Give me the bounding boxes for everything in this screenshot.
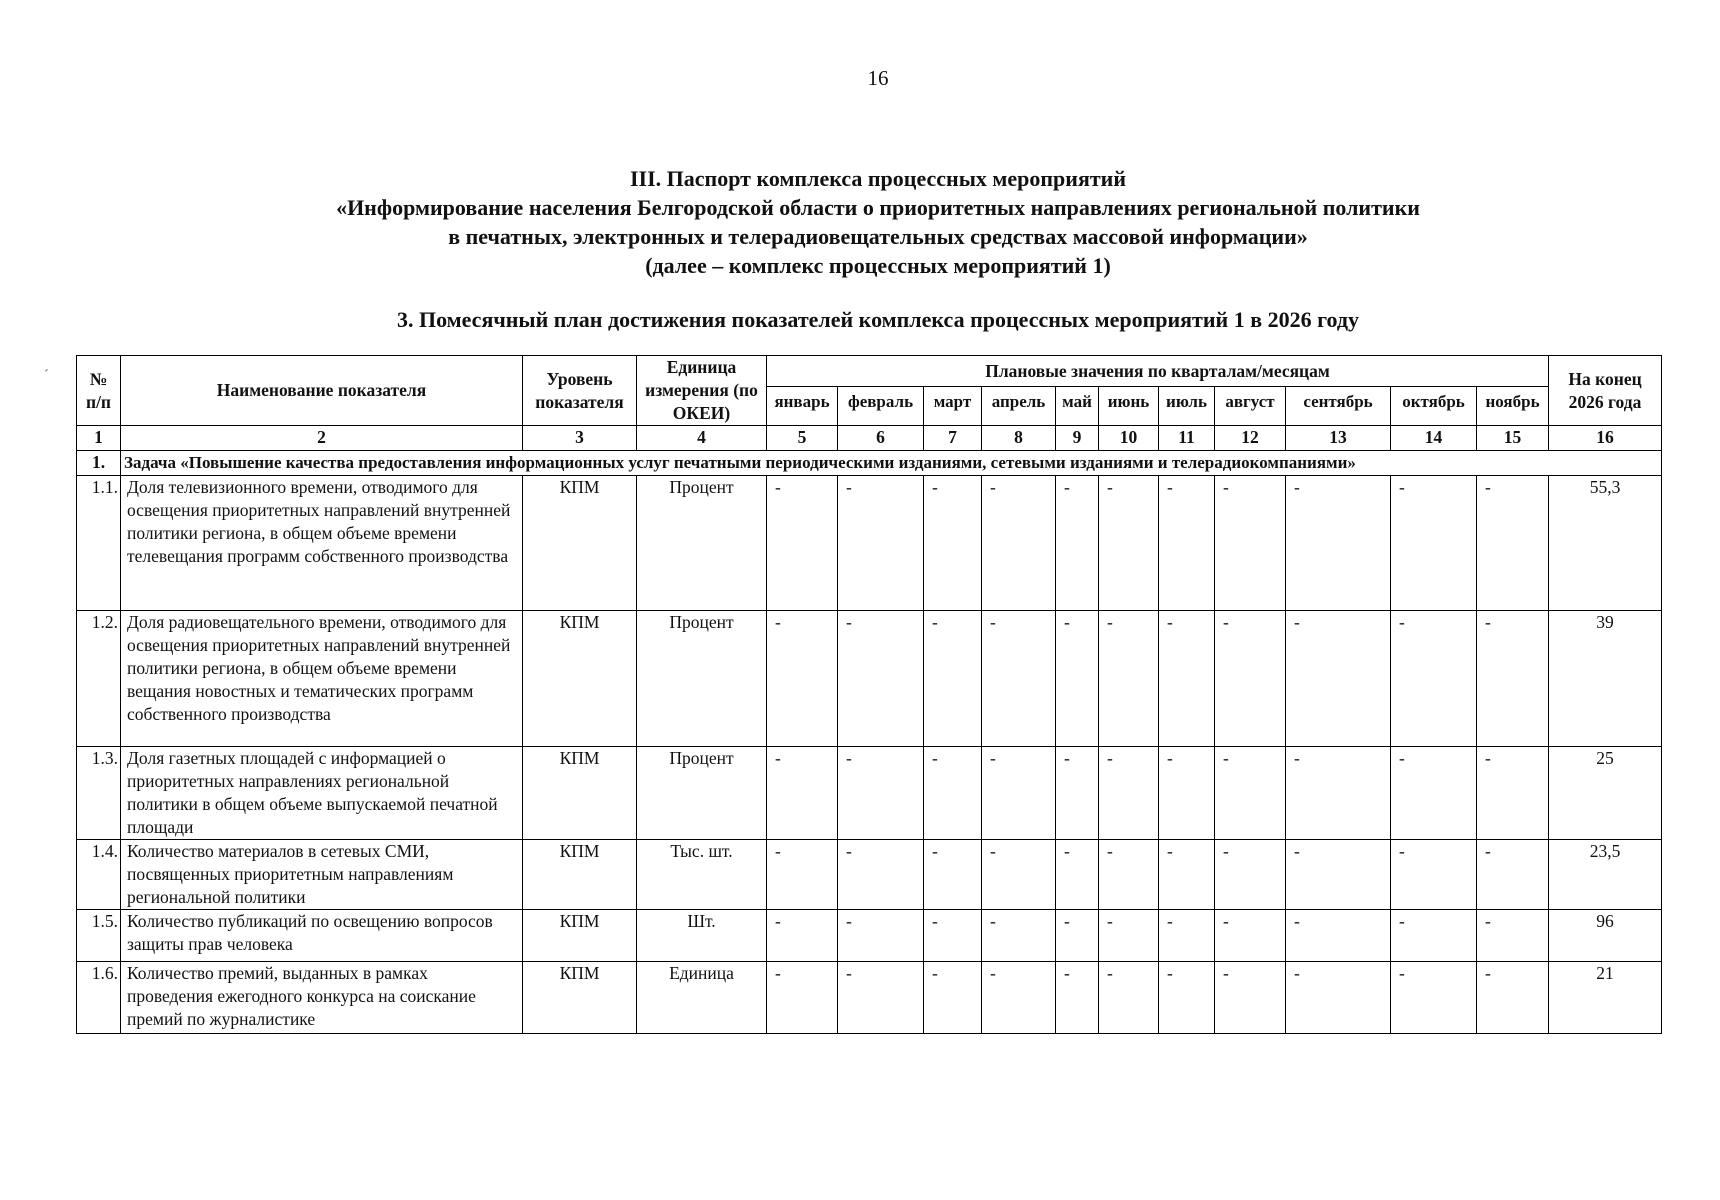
header-month: февраль	[838, 387, 924, 426]
indicator-unit: Процент	[637, 476, 767, 611]
month-value: -	[1286, 910, 1391, 962]
month-value: -	[1056, 747, 1099, 840]
column-number: 10	[1099, 426, 1159, 451]
end-of-year-value: 25	[1549, 747, 1662, 840]
indicator-name: Доля газетных площадей с информацией о приоритетных направлениях региональной политики в общем объеме выпускаемой печатной площади	[121, 747, 523, 840]
end-of-year-value: 23,5	[1549, 840, 1662, 910]
month-value: -	[1056, 910, 1099, 962]
indicator-level: КПМ	[523, 840, 637, 910]
month-value: -	[1215, 840, 1286, 910]
month-value: -	[924, 476, 982, 611]
header-month: сентябрь	[1286, 387, 1391, 426]
month-value: -	[1477, 910, 1549, 962]
month-value: -	[1391, 962, 1477, 1034]
column-number: 8	[982, 426, 1056, 451]
month-value: -	[838, 962, 924, 1034]
indicator-level: КПМ	[523, 910, 637, 962]
end-of-year-value: 39	[1549, 611, 1662, 747]
month-value: -	[1056, 476, 1099, 611]
month-value: -	[1477, 747, 1549, 840]
month-value: -	[1159, 840, 1215, 910]
month-value: -	[924, 840, 982, 910]
column-number: 12	[1215, 426, 1286, 451]
table-row	[77, 611, 1662, 747]
row-num: 1.2.	[77, 611, 121, 747]
month-value: -	[1391, 910, 1477, 962]
title-line: III. Паспорт комплекса процессных мероприятий	[629, 166, 1127, 191]
header-level: Уровень показателя	[523, 356, 637, 426]
table-row	[77, 747, 1662, 840]
column-number: 16	[1549, 426, 1662, 451]
month-value: -	[1286, 611, 1391, 747]
month-value: -	[1215, 611, 1286, 747]
month-value: -	[1159, 476, 1215, 611]
end-of-year-value: 55,3	[1549, 476, 1662, 611]
column-number: 3	[523, 426, 637, 451]
header-num: № п/п	[77, 356, 121, 426]
row-num: 1.5.	[77, 910, 121, 962]
end-of-year-value: 96	[1549, 910, 1662, 962]
header-month: июль	[1159, 387, 1215, 426]
monthly-plan-table	[76, 355, 1662, 1034]
title-line: «Информирование населения Белгородской области о приоритетных направлениях региональной политики	[336, 195, 1420, 220]
end-of-year-value: 21	[1549, 962, 1662, 1034]
header-end: На конец 2026 года	[1549, 356, 1662, 426]
month-value: -	[1159, 611, 1215, 747]
indicator-name: Количество публикаций по освещению вопросов защиты прав человека	[121, 910, 523, 962]
month-value: -	[1477, 840, 1549, 910]
month-value: -	[1099, 962, 1159, 1034]
column-number: 11	[1159, 426, 1215, 451]
month-value: -	[1099, 476, 1159, 611]
month-value: -	[1056, 840, 1099, 910]
page-number: 16	[867, 66, 889, 90]
month-value: -	[1099, 611, 1159, 747]
task-text: Задача «Повышение качества предоставления информационных услуг печатными периодическими изданиями, сетевыми изданиями и телерадиокомпаниями»	[121, 451, 1662, 476]
month-value: -	[838, 840, 924, 910]
header-month: июнь	[1099, 387, 1159, 426]
month-value: -	[1477, 962, 1549, 1034]
column-number: 13	[1286, 426, 1391, 451]
column-number: 14	[1391, 426, 1477, 451]
month-value: -	[767, 962, 838, 1034]
month-value: -	[982, 840, 1056, 910]
task-num: 1.	[77, 451, 121, 476]
indicator-name: Доля телевизионного времени, отводимого для освещения приоритетных направлений внутренней политики региона, в общем объеме времени телевещания программ собственного производства	[121, 476, 523, 611]
month-value: -	[1099, 747, 1159, 840]
header-month: апрель	[982, 387, 1056, 426]
indicator-unit: Шт.	[637, 910, 767, 962]
table-row	[77, 476, 1662, 611]
table-row	[77, 910, 1662, 962]
column-number: 5	[767, 426, 838, 451]
column-number: 1	[77, 426, 121, 451]
header-month: январь	[767, 387, 838, 426]
column-number: 2	[121, 426, 523, 451]
month-value: -	[982, 611, 1056, 747]
month-value: -	[982, 962, 1056, 1034]
row-num: 1.4.	[77, 840, 121, 910]
header-unit: Единица измерения (по ОКЕИ)	[637, 356, 767, 426]
indicator-level: КПМ	[523, 476, 637, 611]
table-subtitle: 3. Помесячный план достижения показателей комплекса процессных мероприятий 1 в 2026 году	[396, 307, 1360, 332]
task-row	[77, 451, 1662, 476]
month-value: -	[1477, 611, 1549, 747]
header-month: март	[924, 387, 982, 426]
header-plan: Плановые значения по кварталам/месяцам	[767, 356, 1549, 387]
month-value: -	[1099, 910, 1159, 962]
margin-mark: ´	[44, 368, 49, 383]
title-line: (далее – комплекс процессных мероприятий 1)	[645, 253, 1111, 278]
month-value: -	[767, 747, 838, 840]
month-value: -	[982, 476, 1056, 611]
row-num: 1.1.	[77, 476, 121, 611]
month-value: -	[838, 910, 924, 962]
month-value: -	[1391, 747, 1477, 840]
indicator-level: КПМ	[523, 611, 637, 747]
month-value: -	[1056, 962, 1099, 1034]
indicator-level: КПМ	[523, 962, 637, 1034]
month-value: -	[767, 840, 838, 910]
month-value: -	[924, 962, 982, 1034]
month-value: -	[767, 611, 838, 747]
month-value: -	[924, 611, 982, 747]
month-value: -	[767, 910, 838, 962]
header-name: Наименование показателя	[121, 356, 523, 426]
header-month: май	[1056, 387, 1099, 426]
document-title	[0, 164, 1720, 280]
month-value: -	[1215, 962, 1286, 1034]
month-value: -	[767, 476, 838, 611]
table-row	[77, 840, 1662, 910]
column-number-row	[77, 426, 1662, 451]
row-num: 1.3.	[77, 747, 121, 840]
month-value: -	[982, 747, 1056, 840]
indicator-unit: Единица	[637, 962, 767, 1034]
month-value: -	[838, 747, 924, 840]
month-value: -	[838, 476, 924, 611]
column-number: 9	[1056, 426, 1099, 451]
indicator-name: Количество материалов в сетевых СМИ, посвященных приоритетным направлениям региональной политики	[121, 840, 523, 910]
month-value: -	[1391, 476, 1477, 611]
month-value: -	[1159, 747, 1215, 840]
header-month: октябрь	[1391, 387, 1477, 426]
month-value: -	[1159, 962, 1215, 1034]
month-value: -	[1391, 840, 1477, 910]
month-value: -	[1159, 910, 1215, 962]
month-value: -	[924, 747, 982, 840]
column-number: 15	[1477, 426, 1549, 451]
indicator-level: КПМ	[523, 747, 637, 840]
indicator-unit: Процент	[637, 611, 767, 747]
month-value: -	[1477, 476, 1549, 611]
month-value: -	[1099, 840, 1159, 910]
month-value: -	[1286, 840, 1391, 910]
table-row	[77, 962, 1662, 1034]
month-value: -	[1286, 747, 1391, 840]
title-line: в печатных, электронных и телерадиовещательных средствах массовой информации»	[448, 224, 1308, 249]
header-month: ноябрь	[1477, 387, 1549, 426]
row-num: 1.6.	[77, 962, 121, 1034]
month-value: -	[1286, 962, 1391, 1034]
month-value: -	[982, 910, 1056, 962]
month-value: -	[1286, 476, 1391, 611]
month-value: -	[924, 910, 982, 962]
header-month: август	[1215, 387, 1286, 426]
month-value: -	[1215, 747, 1286, 840]
month-value: -	[1391, 611, 1477, 747]
column-number: 4	[637, 426, 767, 451]
month-value: -	[1215, 910, 1286, 962]
indicator-name: Количество премий, выданных в рамках проведения ежегодного конкурса на соискание премий по журналистике	[121, 962, 523, 1034]
month-value: -	[1056, 611, 1099, 747]
column-number: 7	[924, 426, 982, 451]
indicator-name: Доля радиовещательного времени, отводимого для освещения приоритетных направлений внутренней политики региона, в общем объеме времени вещания новостных и тематических программ собственного производства	[121, 611, 523, 747]
indicator-unit: Процент	[637, 747, 767, 840]
month-value: -	[838, 611, 924, 747]
column-number: 6	[838, 426, 924, 451]
indicator-unit: Тыс. шт.	[637, 840, 767, 910]
month-value: -	[1215, 476, 1286, 611]
